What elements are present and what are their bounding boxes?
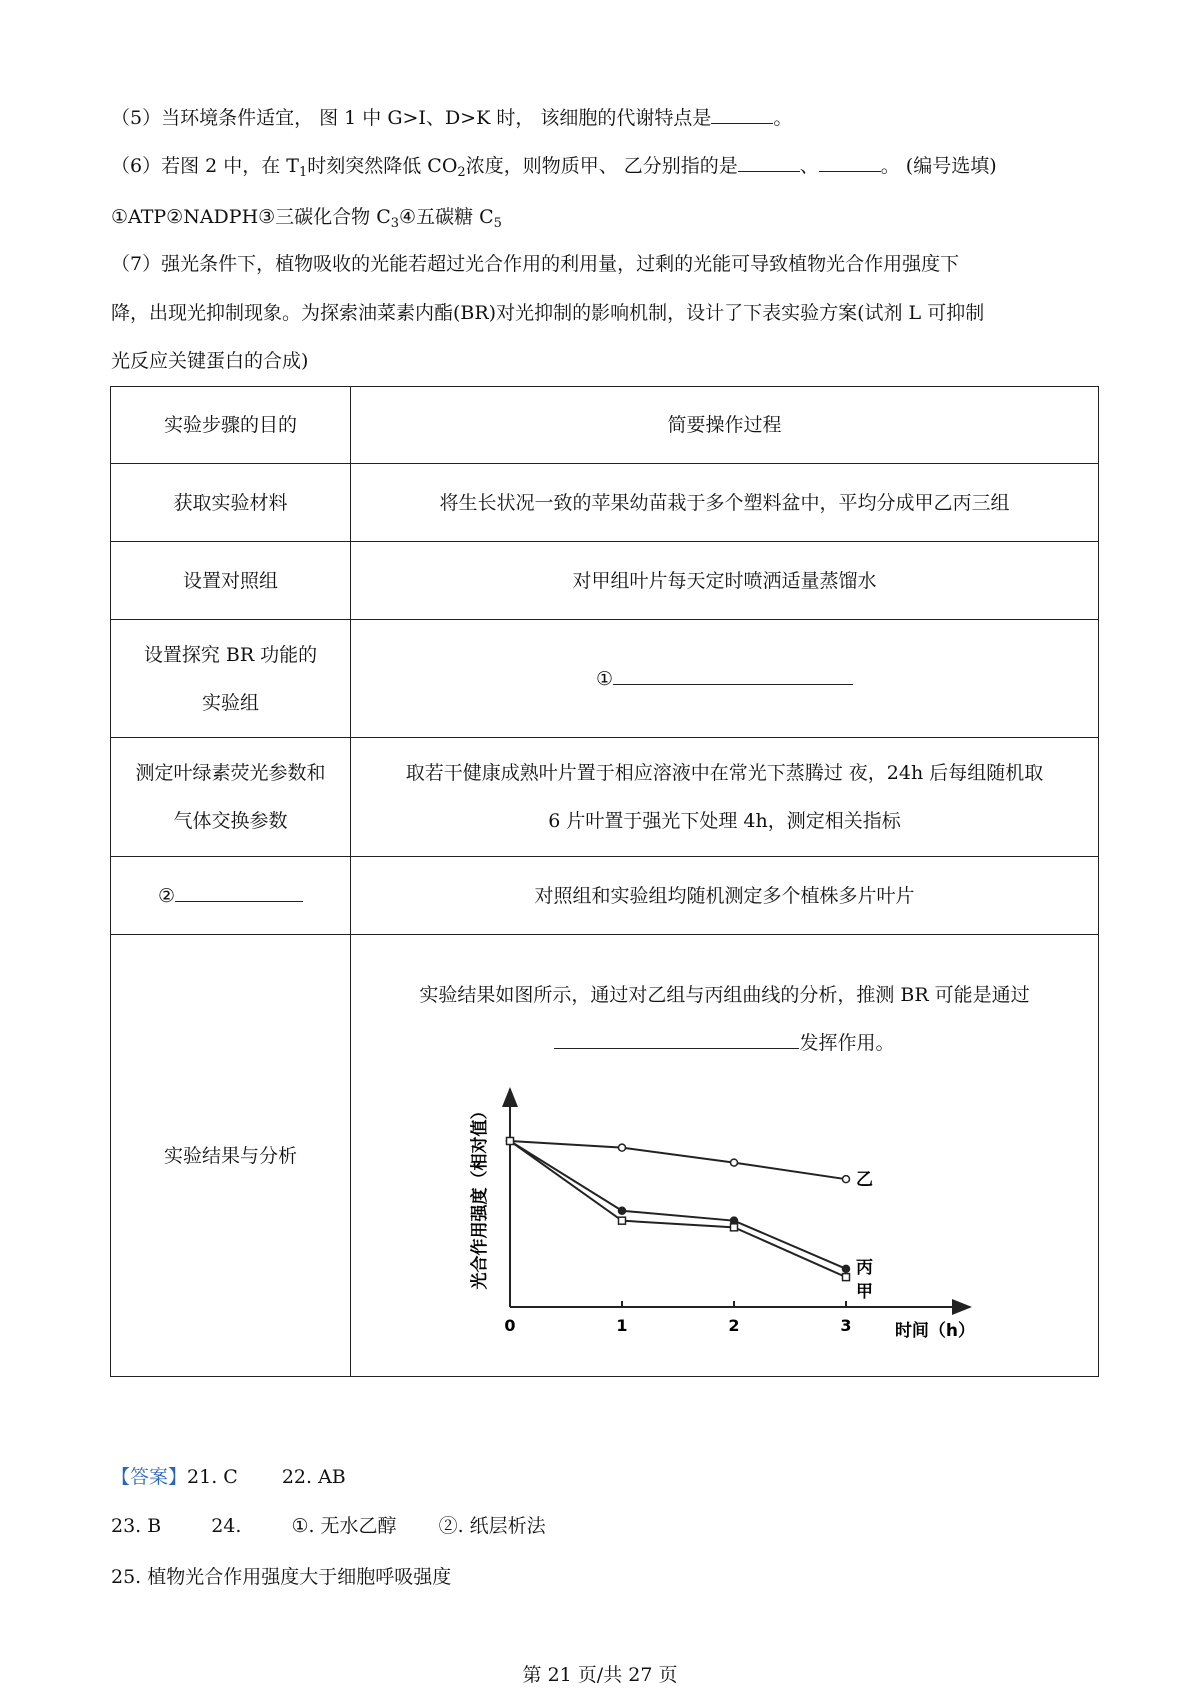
row-purpose: 测定叶绿素荧光参数和 气体交换参数: [111, 738, 351, 857]
data-point: [506, 1138, 513, 1145]
row-procedure: 对甲组叶片每天定时喷洒适量蒸馏水: [351, 542, 1099, 620]
answer-blank: [613, 664, 853, 685]
answer-blank: [554, 1028, 799, 1049]
answer-blank: [175, 881, 303, 902]
table-header-row: [111, 387, 1099, 464]
answer-blank: [819, 151, 881, 172]
data-point: [618, 1144, 625, 1151]
answer-blank: [738, 151, 800, 172]
series-label: 甲: [855, 1282, 873, 1303]
row-purpose: 设置对照组: [111, 542, 351, 620]
question-5-text: （5）当环境条件适宜， 图 1 中 G>I、D>K 时， 该细胞的代谢特点是: [111, 107, 712, 129]
question-6: （6）若图 2 中，在 $T_1$时刻突然降低 $CO_2$浓度，则物质甲、 乙分别指的是 、 。 (编号选填): [111, 151, 997, 180]
series-label: 丙: [855, 1257, 873, 1278]
answer-blank: [711, 103, 773, 124]
x-tick-label: 1: [615, 1316, 628, 1335]
row-purpose: ②: [111, 857, 351, 935]
table-row: [111, 935, 1099, 1377]
x-tick-label: 3: [839, 1316, 852, 1335]
row-procedure: 对照组和实验组均随机测定多个植株多片叶片: [351, 857, 1099, 935]
table-row: [111, 464, 1099, 542]
answer-tag: 【答案】: [111, 1466, 188, 1488]
question-7-line-2: 降，出现光抑制现象。为探索油菜素内酯(BR)对光抑制的影响机制，设计了下表实验方案(试剂 L 可抑制: [111, 302, 985, 324]
data-point: [842, 1265, 849, 1272]
series-group: [506, 1138, 873, 1303]
row-purpose: 设置探究 BR 功能的 实验组: [111, 620, 351, 738]
experiment-table: [110, 386, 1099, 1377]
row-procedure: 取若干健康成熟叶片置于相应溶液中在常光下蒸腾过 夜，24h 后每组随机取 6 片叶置于强光下处理 4h，测定相关指标: [351, 738, 1099, 857]
header-purpose: 实验步骤的目的: [111, 387, 351, 464]
series-line-甲: [510, 1141, 846, 1277]
x-axis-label: 时间（h）: [894, 1321, 975, 1341]
row-purpose: 实验结果与分析: [111, 935, 351, 1377]
question-7-line-3: 光反应关键蛋白的合成): [111, 350, 309, 372]
question-7-line-1: （7）强光条件下，植物吸收的光能若超过光合作用的利用量，过剩的光能可导致植物光合作用强度下: [111, 253, 960, 275]
data-point: [730, 1224, 737, 1231]
row-purpose: 获取实验材料: [111, 464, 351, 542]
answers-line-3: 25. 植物光合作用强度大于细胞呼吸强度: [111, 1566, 452, 1588]
row-procedure: 将生长状况一致的苹果幼苗栽于多个塑料盆中，平均分成甲乙丙三组: [351, 464, 1099, 542]
table-row: [111, 857, 1099, 935]
data-point: [618, 1207, 625, 1214]
page-footer: 第 21 页/共 27 页: [522, 1664, 678, 1686]
data-point: [618, 1217, 625, 1224]
row-procedure: ①: [351, 620, 1099, 738]
header-procedure: 简要操作过程: [351, 387, 1099, 464]
series-line-丙: [510, 1141, 846, 1269]
x-tick-label: 2: [727, 1316, 740, 1335]
y-axis-label: 光合作用强度（相对值）: [469, 1102, 490, 1290]
question-5: （5）当环境条件适宜， 图 1 中 G>I、D>K 时， 该细胞的代谢特点是 。: [111, 103, 792, 132]
chart-svg: [445, 1081, 1005, 1341]
x-tick-label: 0: [503, 1316, 516, 1335]
table-row: [111, 738, 1099, 857]
photosynthesis-chart: [445, 1081, 1005, 1341]
data-point: [842, 1274, 849, 1281]
table-row: [111, 542, 1099, 620]
data-point: [842, 1176, 849, 1183]
series-label: 乙: [855, 1170, 873, 1191]
answers-line-1: 【答案】21. C 22. AB: [111, 1466, 346, 1488]
table-row: [111, 620, 1099, 738]
question-6-options: ①ATP②NADPH③三碳化合物 $C_3④$五碳糖 $C_5$: [111, 206, 502, 231]
row-procedure: 实验结果如图所示，通过对乙组与丙组曲线的分析，推测 BR 可能是通过 发挥作用。 光合作用强度（相对值） 时间（h） 0 1 2 3 乙 丙 甲: [351, 935, 1099, 1377]
data-point: [730, 1159, 737, 1166]
answers-line-2: 23. B 24. ①. 无水乙醇 ②. 纸层析法: [111, 1515, 546, 1537]
